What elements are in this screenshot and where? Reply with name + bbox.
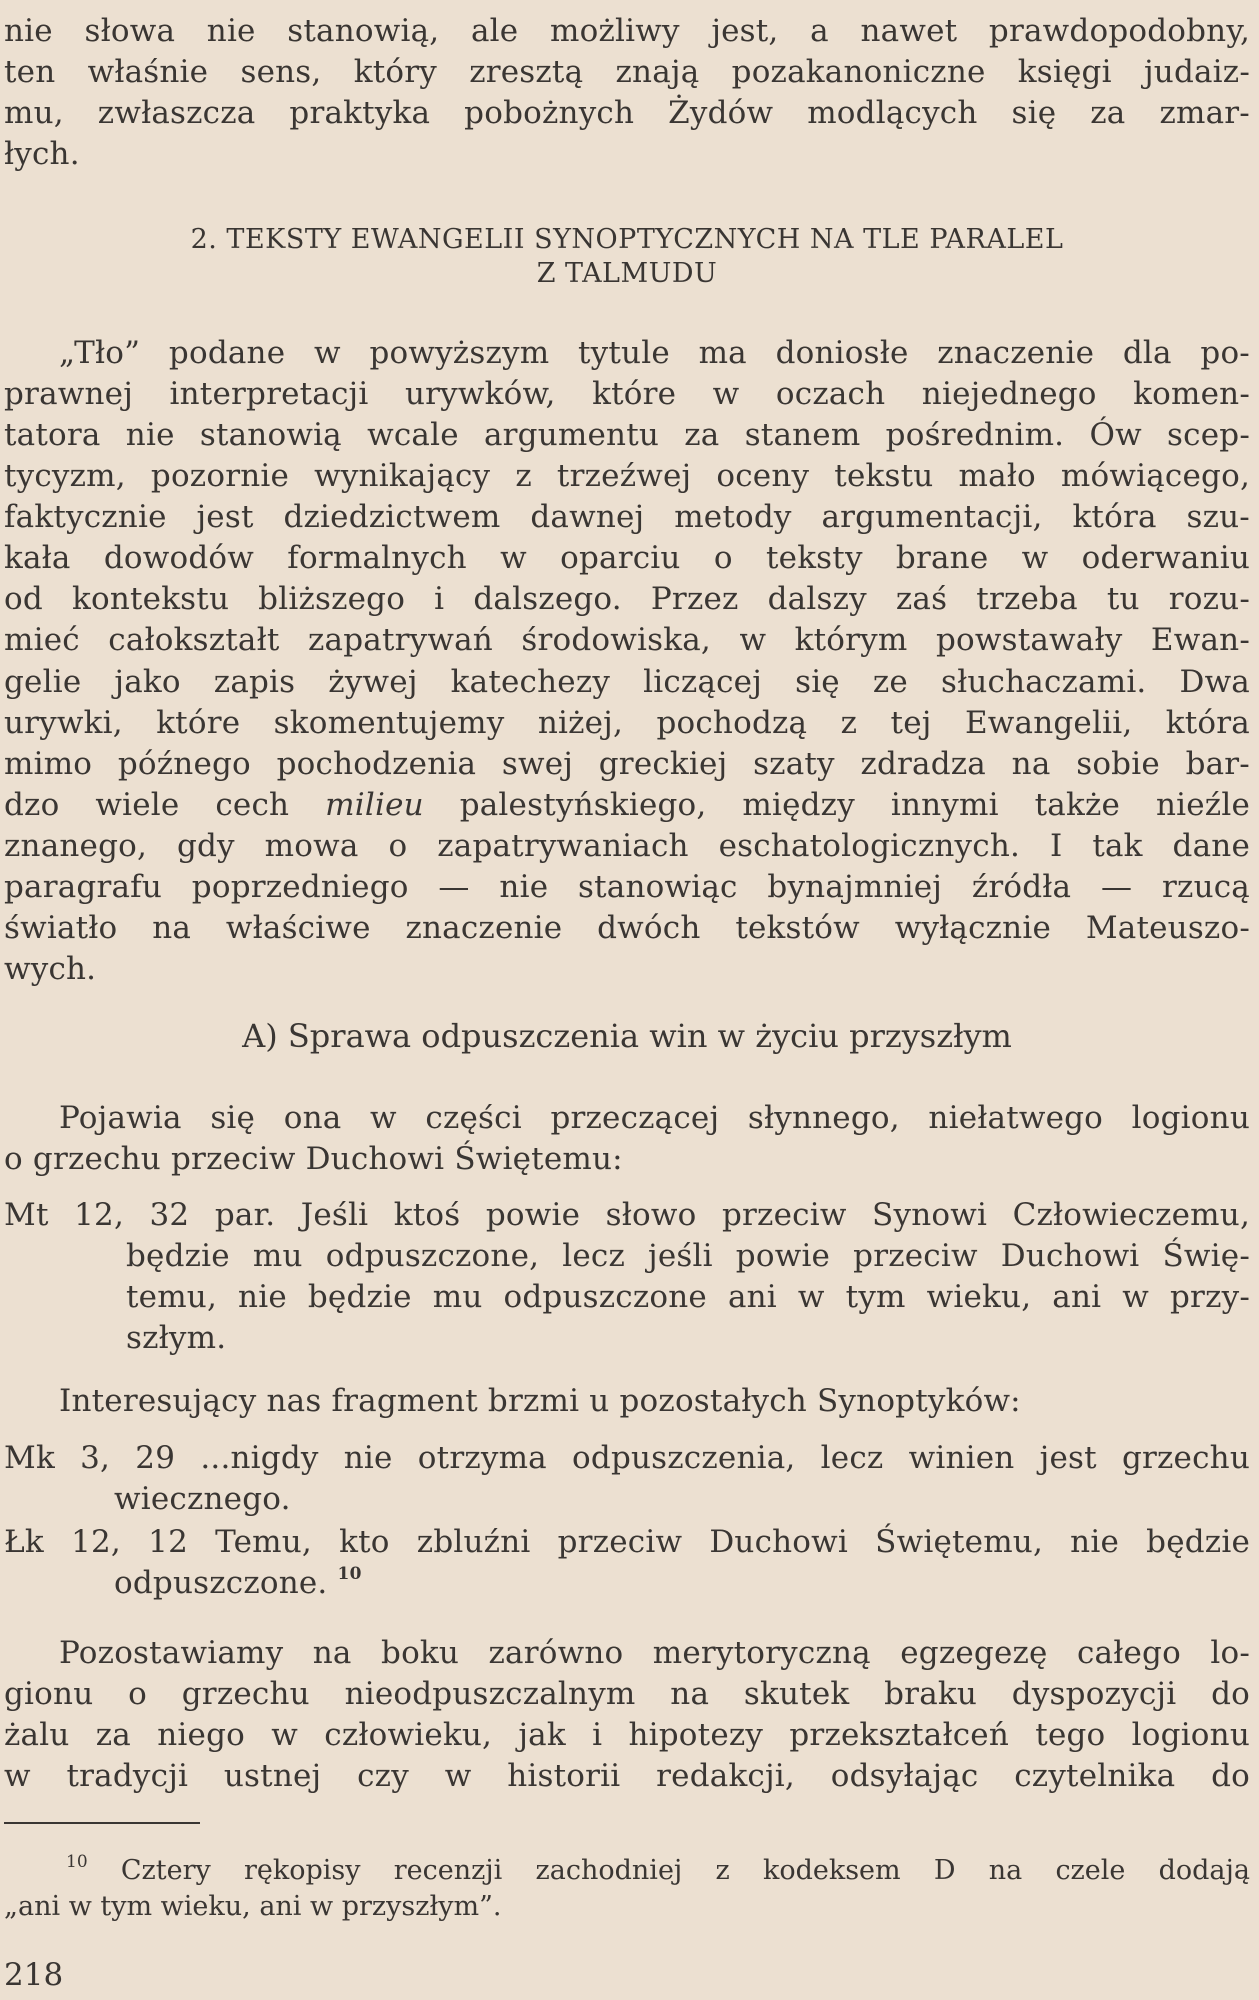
text-line: szłym.	[126, 1320, 227, 1356]
page-number: 218	[4, 1957, 64, 1993]
text-line-with-italic	[4, 784, 1250, 826]
text-line: wiecznego.	[114, 1481, 291, 1517]
section-heading-line-1: 2. TEKSTY EWANGELII SYNOPTYCZNYCH NA TLE PARALEL	[190, 224, 1064, 255]
text-span: dzo wiele cech	[4, 787, 326, 823]
text-line: ten właśnie sens, który zresztą znają pozakanoniczne księgi judaiz-	[4, 54, 1250, 90]
text-line: urywki, które skomentujemy niżej, pochodzą z tej Ewangelii, która	[4, 705, 1250, 741]
synoptics-intro: Interesujący nas fragment brzmi u pozostałych Synoptyków:	[59, 1383, 1021, 1419]
subsection-heading: A) Sprawa odpuszczenia win w życiu przyszłym	[242, 1017, 1012, 1055]
text-line: znanego, gdy mowa o zapatrywaniach eschatologicznych. I tak dane	[4, 828, 1250, 864]
footnote-reference[interactable]: 10	[337, 1564, 362, 1584]
text-line: w tradycji ustnej czy w historii redakcji, odsyłając czytelnika do	[4, 1758, 1250, 1794]
text-line: prawnej interpretacji urywków, które w oczach niejednego komen-	[4, 376, 1250, 412]
text-line: Pozostawiamy na boku zarówno merytoryczną egzegezę całego lo-	[59, 1635, 1250, 1671]
text-line: wych.	[4, 951, 97, 987]
text-span: palestyńskiego, między innymi także nieźle	[423, 787, 1250, 823]
section-heading-line-2: Z TALMUDU	[536, 258, 718, 289]
text-line: nie słowa nie stanowią, ale możliwy jest, a nawet prawdopodobny,	[4, 13, 1250, 49]
text-line: „Tło” podane w powyższym tytule ma doniosłe znaczenie dla po-	[59, 335, 1250, 371]
text-line: światło na właściwe znaczenie dwóch tekstów wyłącznie Mateuszo-	[4, 910, 1250, 946]
text-line: tatora nie stanowią wcale argumentu za stanem pośrednim. Ów scep-	[4, 417, 1250, 453]
text-line: paragrafu poprzedniego — nie stanowiąc bynajmniej źródła — rzucą	[4, 869, 1250, 905]
text-span: Cztery rękopisy recenzji zachodniej z kodeksem D na czele dodają	[87, 1855, 1250, 1886]
text-line: o grzechu przeciw Duchowi Świętemu:	[4, 1141, 623, 1177]
text-line: będzie mu odpuszczone, lecz jeśli powie przeciw Duchowi Świę-	[126, 1238, 1250, 1274]
text-line: Mk 3, 29 ...nigdy nie otrzyma odpuszczenia, lecz winien jest grzechu	[4, 1440, 1250, 1476]
text-line: łych.	[4, 136, 80, 172]
text-line: kała dowodów formalnych w oparciu o teksty brane w oderwaniu	[4, 540, 1250, 576]
text-line: gelie jako zapis żywej katechezy liczącej się ze słuchaczami. Dwa	[4, 664, 1250, 700]
text-line: Mt 12, 32 par. Jeśli ktoś powie słowo przeciw Synowi Człowieczemu,	[4, 1197, 1250, 1233]
text-line: mimo późnego pochodzenia swej greckiej szaty zdradza na sobie bar-	[4, 746, 1250, 782]
footnote-line: „ani w tym wieku, ani w przyszłym”.	[4, 1891, 502, 1922]
footnote-number: 10	[66, 1852, 88, 1872]
italic-term: milieu	[325, 787, 424, 823]
text-line: temu, nie będzie mu odpuszczone ani w tym wieku, ani w przy-	[126, 1279, 1250, 1315]
footnote-divider	[4, 1822, 200, 1824]
text-line: mu, zwłaszcza praktyka pobożnych Żydów modlących się za zmar-	[4, 95, 1250, 131]
text-line: tycyzm, pozornie wynikający z trzeźwej oceny tekstu mało mówiącego,	[4, 458, 1250, 494]
text-line: żalu za niego w człowieku, jak i hipotezy przekształceń tego logionu	[4, 1717, 1250, 1753]
text-line: Łk 12, 12 Temu, kto zbluźni przeciw Duchowi Świętemu, nie będzie	[4, 1524, 1250, 1560]
text-line: faktycznie jest dziedzictwem dawnej metody argumentacji, która szu-	[4, 499, 1250, 535]
footnote-line	[66, 1853, 1250, 1889]
text-line: od kontekstu bliższego i dalszego. Przez dalszy zaś trzeba tu rozu-	[4, 581, 1250, 617]
text-line: gionu o grzechu nieodpuszczalnym na skutek braku dyspozycji do	[4, 1676, 1250, 1712]
text-line	[4, 1562, 362, 1604]
text-span: odpuszczone.	[114, 1565, 328, 1601]
text-line: mieć całokształt zapatrywań środowiska, w którym powstawały Ewan-	[4, 622, 1250, 658]
text-line: Pojawia się ona w części przeczącej słynnego, niełatwego logionu	[59, 1100, 1250, 1136]
